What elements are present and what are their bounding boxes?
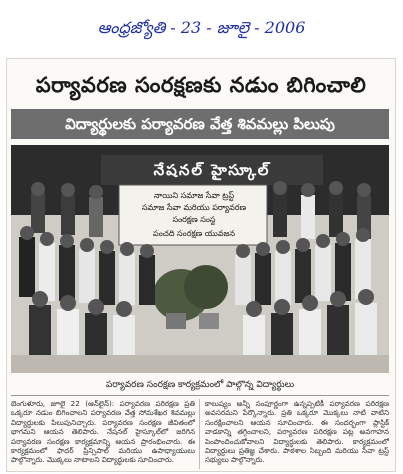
photo-caption: పర్యావరణ సంరక్షణ కార్యక్రమంలో పాల్గొన్న విద్యార్థులు [105,380,295,390]
article-subheadline: విద్యార్థులకు పర్యావరణ వేత్త శివమల్లు పిలుపు [11,109,389,139]
article-photo [11,145,389,373]
photo-sign-line-3: సంరక్షణ సంస్థ [172,215,216,224]
photo-sign-line-4: పంచది సంరక్షణ యువజన [153,229,235,238]
article-headline: పర్యావరణ సంరక్షణకు నడుం బిగించాలి [35,73,367,97]
photo-sign-line-2: సమాజ సేవా మరియు పర్యావరణ [141,203,247,212]
newspaper-clipping [6,58,396,472]
photo-banner-text: నేషనల్ హైస్కూల్ [153,161,271,179]
column-divider [199,399,200,469]
handwritten-date-note: ఆంధ్రజ్యోతి - 23 - జూలై - 2006 [97,17,306,37]
article-body-right-column: కాలుష్యం అన్నీ సంపూర్ణంగా ఉన్నప్పటికీ పర్యావరణ పరిరక్షణ అవసరమని పేర్కొన్నారు. ప్రతి ఒక్కరూ మొక్కలు నాటి వాటిని సంరక్షించాలని ఆయన సూచించారు. ఈ సందర్భంగా ప్లాస్టిక్ వాడకాన్ని తగ్గించాలని, పర్యావరణ పరిరక్షణ పట్ల అవగాహన పెంపొందించుకోవాలని విద్యార్థులకు తెలిపారు. కార్యక్రమంలో విద్యార్థులు ప్రతిజ్ఞ చేశారు. పాఠశాల సిబ్బంది మరియు సేవా ట్రస్ట్ సభ్యులు పాల్గొన్నారు. [205,399,389,465]
caption-rule [11,395,389,396]
photo-sign-line-1: నాయిని సమాజ సేవా ట్రస్ట్ [153,191,235,200]
article-body-left-column: బెంగుళూరు, జూలై 22 (ఆన్‌లైన్): పర్యావరణ పరిరక్షణ ప్రతి ఒక్కరూ నడుం బిగించాలని పర్యావరణ వేత్త సోమశేఖర శివమల్లు విద్యార్థులకు పిలుపునిచ్చారు. పర్యావరణ సంరక్షణ జీవితంలో భాగమని ఆయన తెలిపారు. నేషనల్ హైస్కూల్‌లో జరిగిన పర్యావరణ సంరక్షణ కార్యక్రమాన్ని ఆయన ప్రారంభించారు. ఈ కార్యక్రమంలో ఫాదర్ ప్రిన్సిపాల్ మరియు ఉపాధ్యాయులు పాల్గొన్నారు. మొక్కలు నాటాలని విద్యార్థులకు సూచించారు. [11,399,195,465]
